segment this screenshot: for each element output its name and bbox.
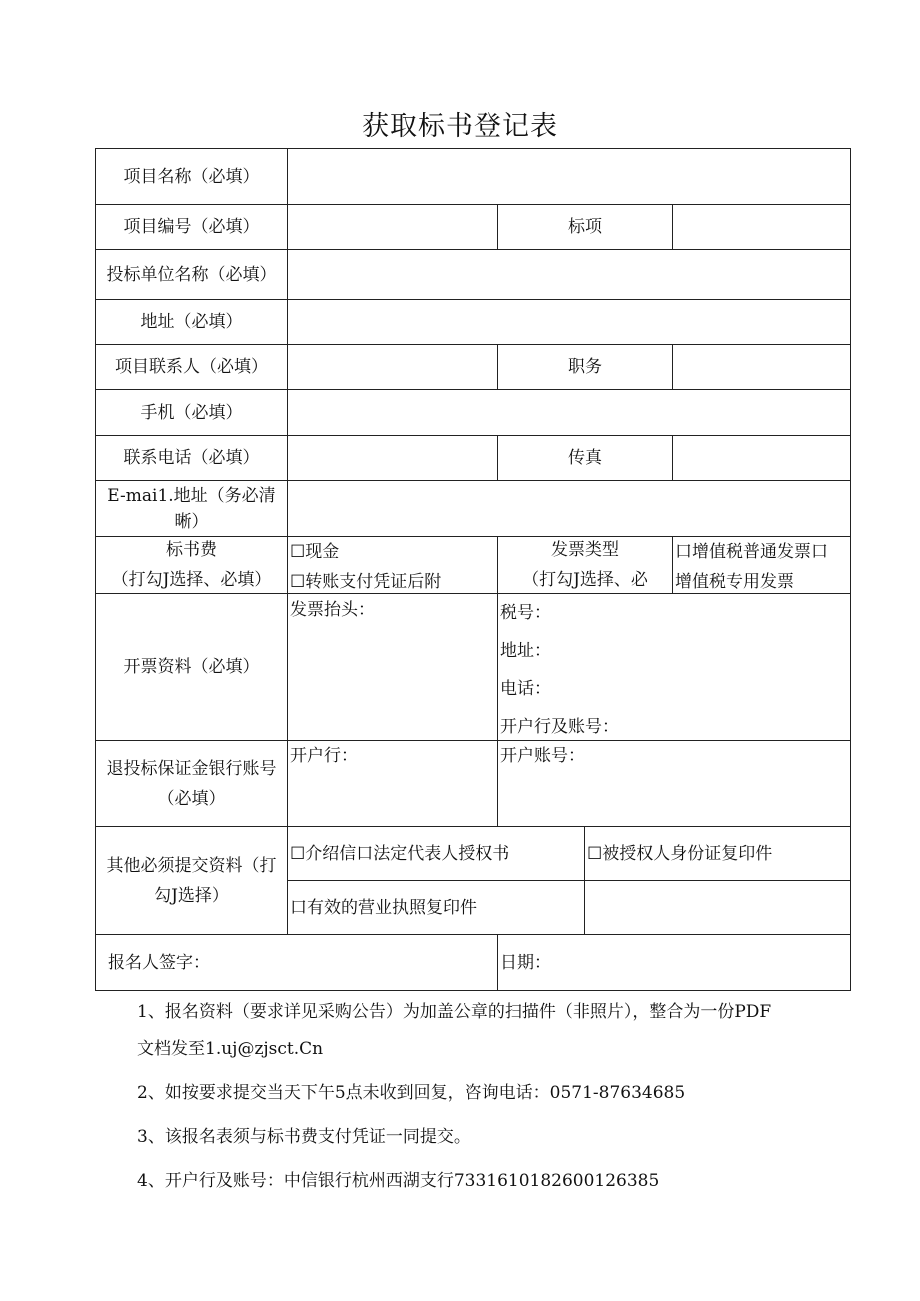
page-title: 获取标书登记表 <box>362 111 558 142</box>
note-1-line1: 1、报名资料（要求详见采购公告）为加盖公章的扫描件（非照片），整合为一份PDF <box>137 1002 772 1022</box>
note-3: 3、该报名表须与标书费支付凭证一同提交。 <box>137 1127 471 1147</box>
invoice-option-line1[interactable]: 口增值税普通发票口 <box>675 542 828 562</box>
lot-field[interactable] <box>672 204 851 250</box>
label-other <box>95 826 288 935</box>
other-option-empty <box>584 880 851 935</box>
label-tax-no: 税号： <box>500 603 551 623</box>
notes <box>137 997 837 1196</box>
other-option-id-copy[interactable]: ☐被授权人身份证复印件 <box>584 826 851 881</box>
fax-field[interactable] <box>672 435 851 481</box>
label-phone: 联系电话（必填） <box>95 435 288 481</box>
fee-options <box>287 536 498 594</box>
registration-form-table <box>95 148 851 991</box>
label-address: 地址（必填） <box>95 299 288 345</box>
invoice-details-field[interactable] <box>497 593 851 741</box>
label-refund-bank: 开户行： <box>290 746 358 766</box>
project-name-field[interactable] <box>287 148 851 205</box>
note-4: 4、开户行及账号：中信银行杭州西湖支行7331610182600126385 <box>137 1171 660 1191</box>
label-invoice-head: 发票抬头： <box>290 600 375 620</box>
position-field[interactable] <box>672 344 851 390</box>
label-refund <box>95 740 288 827</box>
label-refund-line2: （必填） <box>157 788 226 809</box>
other-option-business-license[interactable]: 口有效的营业执照复印件 <box>287 880 585 935</box>
label-contact: 项目联系人（必填） <box>95 344 288 390</box>
project-no-field[interactable] <box>287 204 498 250</box>
label-signer: 报名人签字： <box>108 952 210 973</box>
label-other-line1: 其他必须提交资料（打 <box>106 855 277 876</box>
date-field[interactable] <box>497 934 851 991</box>
fee-option-cash[interactable]: ☐现金 <box>290 542 340 562</box>
invoice-type-options[interactable] <box>672 536 851 594</box>
invoice-option-line2[interactable]: 增值税专用发票 <box>675 572 794 592</box>
label-mobile: 手机（必填） <box>95 389 288 436</box>
phone-field[interactable] <box>287 435 498 481</box>
label-fee-line1: 标书费 <box>166 540 217 560</box>
label-project-name: 项目名称（必填） <box>95 148 288 205</box>
address-field[interactable] <box>287 299 851 345</box>
label-fee-line2: （打勾J选择、必填） <box>111 570 272 590</box>
label-project-no: 项目编号（必填） <box>95 204 288 250</box>
refund-bank-field[interactable] <box>287 740 498 827</box>
label-invoice-address: 地址： <box>500 641 551 661</box>
label-fee <box>95 536 288 594</box>
signer-field[interactable] <box>95 934 498 991</box>
label-refund-account: 开户账号： <box>500 746 585 766</box>
note-2: 2、如按要求提交当天下午5点未收到回复，咨询电话：0571-87634685 <box>137 1083 686 1103</box>
fee-option-transfer[interactable]: ☐转账支付凭证后附 <box>290 572 442 592</box>
mobile-field[interactable] <box>287 389 851 436</box>
note-1-line2: 文档发至1.uj@zjsct.Cn <box>137 1039 324 1059</box>
label-email-line2: 晰） <box>174 511 209 532</box>
label-email <box>95 480 288 537</box>
other-option-letter-authorization[interactable]: ☐介绍信口法定代表人授权书 <box>287 826 585 881</box>
label-other-line2: 勾J选择） <box>154 885 229 906</box>
label-position: 职务 <box>497 344 673 390</box>
label-fax: 传真 <box>497 435 673 481</box>
label-date: 日期： <box>500 952 551 973</box>
label-bidder: 投标单位名称（必填） <box>95 249 288 300</box>
label-invoice-type <box>497 536 673 594</box>
label-email-line1: E-mai1.地址（务必清 <box>107 485 276 506</box>
label-refund-line1: 退投标保证金银行账号 <box>106 758 277 779</box>
label-invoice-info: 开票资料（必填） <box>95 593 288 741</box>
label-invoice-type-line2: （打勾J选择、必 <box>522 570 648 590</box>
label-invoice-bank: 开户行及账号： <box>500 717 619 737</box>
bidder-field[interactable] <box>287 249 851 300</box>
contact-field[interactable] <box>287 344 498 390</box>
label-lot: 标项 <box>497 204 673 250</box>
email-field[interactable] <box>287 480 851 537</box>
refund-account-field[interactable] <box>497 740 851 827</box>
label-invoice-phone: 电话： <box>500 679 551 699</box>
label-invoice-type-line1: 发票类型 <box>551 540 619 560</box>
invoice-head-field[interactable] <box>287 593 498 741</box>
